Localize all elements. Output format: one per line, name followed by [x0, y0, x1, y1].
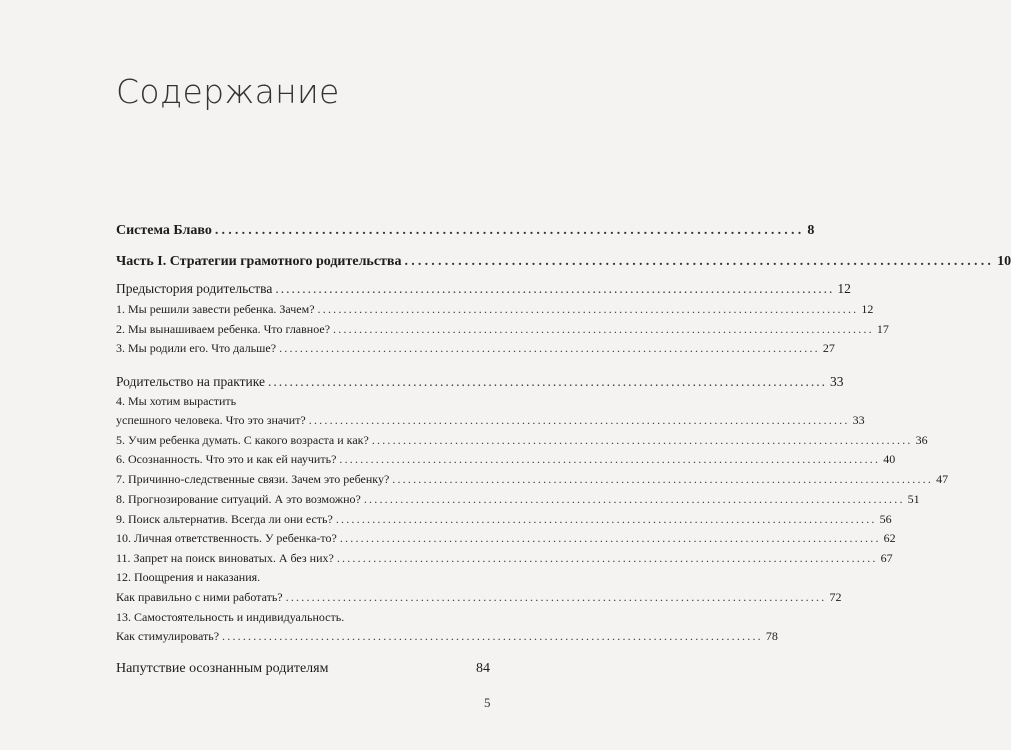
- toc-dot-leader: ........................................................................................................: [363, 492, 905, 506]
- toc-entry-text: 13. Самостоятельность и индивидуальность.: [116, 610, 345, 624]
- page-title: Содержание: [116, 72, 340, 111]
- toc-entry-text: Напутствие осознанным родителям: [116, 661, 329, 676]
- toc-entry-chapter[interactable]: [116, 531, 896, 549]
- toc-entry-page: 36: [915, 433, 928, 447]
- toc-dot-leader: ........................................................................................................: [279, 341, 820, 355]
- toc-dot-leader: ........................................................................................................: [339, 531, 881, 545]
- toc-entry-page: 40: [883, 452, 896, 466]
- toc-dot-leader: ........................................................................................................: [333, 322, 874, 336]
- toc-entry-page: 10: [997, 254, 1011, 269]
- toc-dot-leader: ........................................................................................................: [308, 413, 850, 427]
- toc-entry-page: 17: [876, 322, 889, 336]
- page-number: 5: [484, 695, 491, 710]
- toc-entry-text: 10. Личная ответственность. У ребенка-то?: [116, 531, 337, 545]
- toc-entry-section[interactable]: [116, 374, 844, 392]
- toc-entry-page: 8: [807, 223, 815, 238]
- toc-entry-chapter[interactable]: [116, 590, 842, 608]
- toc-entry-text: 12. Поощрения и наказания.: [116, 570, 261, 584]
- toc-dot-leader: ........................................................................................................: [222, 629, 763, 643]
- toc-entry-page: 47: [936, 472, 949, 486]
- toc-dot-leader: ........................................................................................: [214, 223, 805, 238]
- toc-entry-text: Как правильно с ними работать?: [116, 590, 283, 604]
- toc-entry-chapter[interactable]: [116, 610, 490, 628]
- toc-entry-chapter[interactable]: [116, 512, 892, 530]
- toc-entry-text: 1. Мы решили завести ребенка. Зачем?: [116, 302, 315, 316]
- toc-entry-page: 12: [861, 302, 874, 316]
- toc-entry-page: 12: [837, 281, 851, 296]
- toc-entry-page: 51: [907, 492, 920, 506]
- toc-entry-chapter[interactable]: [116, 302, 874, 320]
- toc-entry-chapter[interactable]: [116, 413, 865, 431]
- toc-entry-chapter[interactable]: [116, 551, 893, 569]
- toc-entry-chapter[interactable]: [116, 452, 896, 470]
- toc-entry-text: Как стимулировать?: [116, 629, 220, 643]
- toc-entry-text: 8. Прогнозирование ситуаций. А это возможно?: [116, 492, 361, 506]
- toc-entry-text: 9. Поиск альтернатив. Всегда ли они есть?: [116, 512, 333, 526]
- toc-dot-leader: ........................................................................................................: [335, 512, 877, 526]
- toc-entry-chapter[interactable]: [116, 472, 949, 490]
- toc-entry-text: 4. Мы хотим вырастить: [116, 394, 237, 408]
- toc-entry-text: 6. Осознанность. Что это и как ей научить?: [116, 452, 337, 466]
- toc-entry-chapter[interactable]: [116, 570, 490, 588]
- toc-entry-text: Родительство на практике: [116, 374, 265, 389]
- toc-dot-leader: ........................................................................................................: [317, 302, 859, 316]
- toc-entry-text: 3. Мы родили его. Что дальше?: [116, 341, 277, 355]
- toc-entry-chapter[interactable]: [116, 322, 889, 340]
- toc-dot-leader: ........................................................................................................: [268, 374, 827, 389]
- toc-entry-page: 84: [476, 661, 490, 676]
- toc-entry-page: 67: [880, 551, 893, 565]
- toc-entry-page: 33: [852, 413, 865, 427]
- toc-dot-leader: ........................................................................................................: [285, 590, 827, 604]
- toc-dot-leader: ........................................................................................: [404, 254, 995, 269]
- toc-entry-text: 2. Мы вынашиваем ребенка. Что главное?: [116, 322, 331, 336]
- toc-entry-text: 11. Запрет на поиск виноватых. А без них?: [116, 551, 334, 565]
- toc-entry-text: Предыстория родительства: [116, 281, 273, 296]
- toc-entry-part-intro[interactable]: [116, 223, 815, 241]
- toc-entry-text: 5. Учим ребенка думать. С какого возраста и как?: [116, 433, 369, 447]
- toc-dot-leader: ........................................................................................................: [371, 433, 913, 447]
- toc-entry-text: 7. Причинно-следственные связи. Зачем это ребенку?: [116, 472, 390, 486]
- toc-entry-chapter[interactable]: [116, 394, 490, 412]
- toc-entry-chapter[interactable]: [116, 492, 920, 510]
- toc-entry-page: 62: [883, 531, 896, 545]
- toc-entry-text: Система Блаво: [116, 223, 212, 238]
- toc-entry-page: 27: [822, 341, 835, 355]
- toc-entry-chapter[interactable]: [116, 629, 778, 647]
- toc-entry-page: 33: [830, 374, 844, 389]
- toc-dot-leader: ........................................................................................................: [275, 281, 835, 296]
- toc-entry-chapter[interactable]: [116, 341, 835, 359]
- toc-dot-leader: ........................................................................................................: [336, 551, 878, 565]
- toc-entry-text: Часть I. Стратегии грамотного родительства: [116, 254, 402, 269]
- toc-entry-part-1[interactable]: [116, 254, 1011, 272]
- toc-entry-page: 72: [829, 590, 842, 604]
- toc-entry-section[interactable]: [116, 281, 851, 299]
- toc-dot-leader: ........................................................................................................: [339, 452, 881, 466]
- toc-entry-page: 56: [879, 512, 892, 526]
- toc-entry-afterword[interactable]: [116, 661, 490, 679]
- toc-entry-chapter[interactable]: [116, 433, 928, 451]
- toc-dot-leader: ........................................................................................................: [392, 472, 934, 486]
- toc-entry-text: успешного человека. Что это значит?: [116, 413, 306, 427]
- toc-entry-page: 78: [765, 629, 778, 643]
